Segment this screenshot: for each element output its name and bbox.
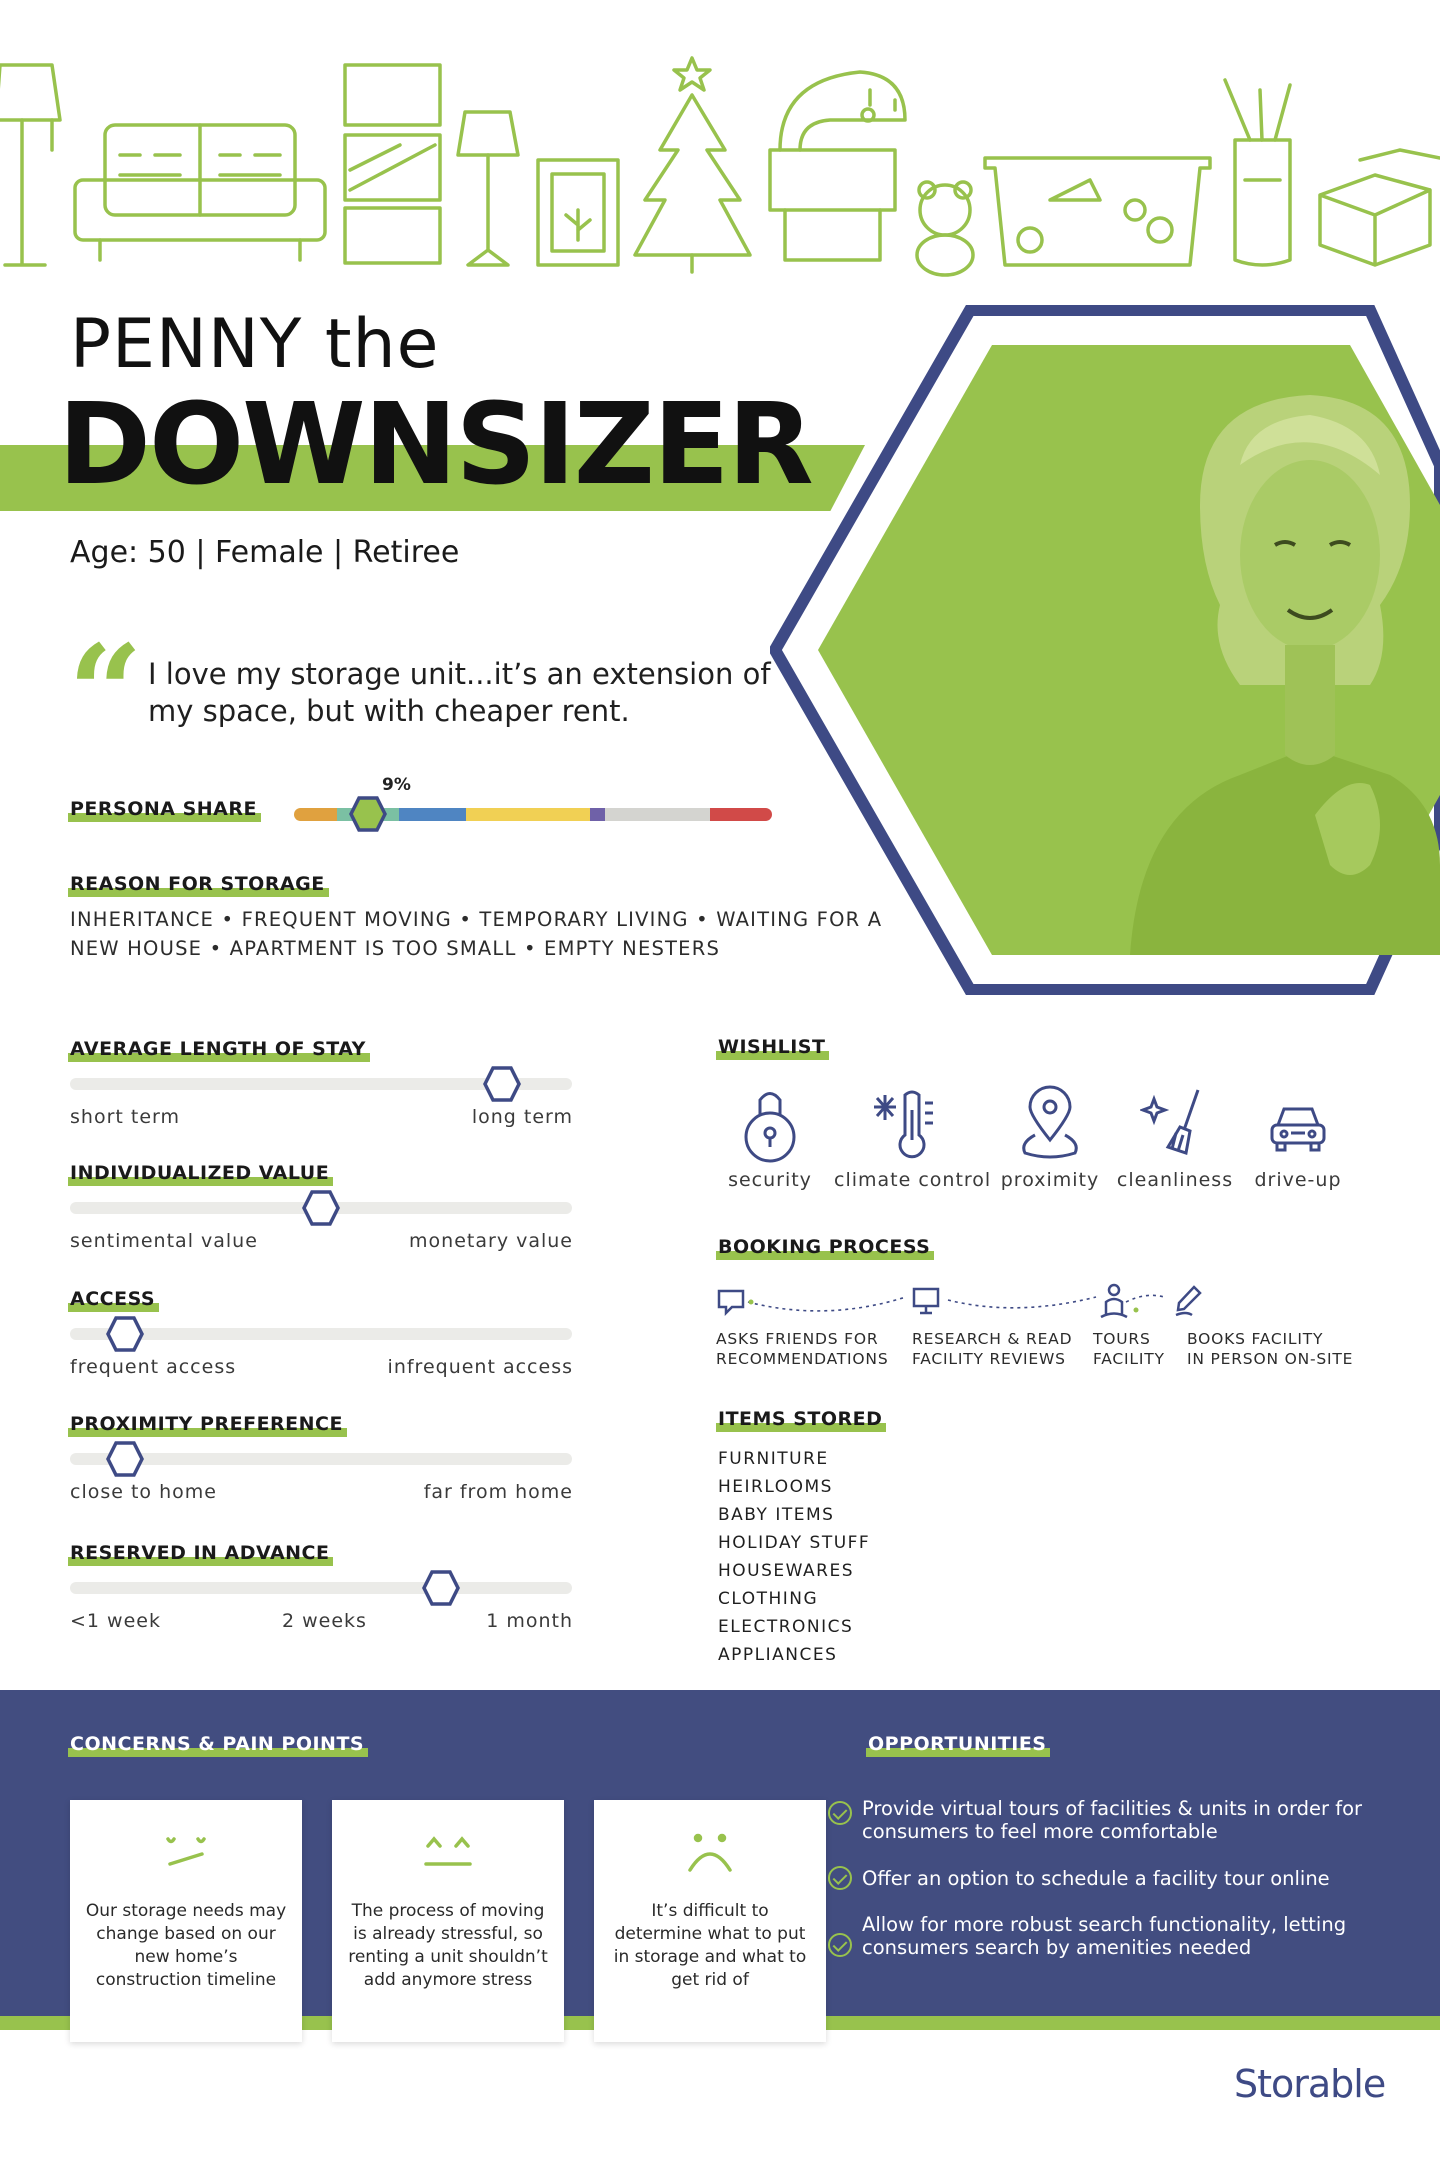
items-stored-list — [718, 1445, 870, 1669]
wishlist-item-climate-control — [834, 1085, 992, 1191]
share-segment — [294, 808, 337, 821]
slider-right-label: infrequent access — [387, 1356, 573, 1378]
wishlist-label-drive-up: drive-up — [1254, 1169, 1342, 1191]
booking-step-4: BOOKS FACILITY IN PERSON ON-SITE — [1187, 1330, 1354, 1368]
car-icon — [1263, 1085, 1333, 1165]
demographics: Age: 50 | Female | Retiree — [70, 535, 460, 570]
wishlist-label-cleanliness: cleanliness — [1116, 1169, 1234, 1191]
check-circle-icon — [828, 1933, 852, 1957]
wishlist-label-proximity: proximity — [1000, 1169, 1100, 1191]
list-item: CLOTHING — [718, 1589, 819, 1609]
list-item: BABY ITEMS — [718, 1505, 835, 1525]
persona-quote: I love my storage unit...it’s an extension of my space, but with cheaper rent. — [148, 657, 771, 728]
share-segment — [399, 808, 466, 821]
wishlist-item-proximity — [980, 1085, 1120, 1191]
slider-left-label: short term — [70, 1106, 180, 1128]
persona-name: PENNY the — [70, 305, 440, 384]
storage-items-illustration — [0, 50, 1440, 290]
slider-right-label: far from home — [423, 1481, 573, 1503]
slider-left-label: sentimental value — [70, 1230, 258, 1252]
slider-hexagon-marker — [106, 1316, 144, 1352]
list-item: ELECTRONICS — [718, 1617, 854, 1637]
slider-right-label: monetary value — [409, 1230, 573, 1252]
person-icon — [1101, 1285, 1127, 1317]
thermometer-snowflake-icon — [869, 1085, 939, 1165]
booking-step-3: TOURS FACILITY — [1093, 1330, 1165, 1368]
wishlist-item-cleanliness — [1105, 1085, 1245, 1191]
moving-boxes-icon — [1320, 150, 1440, 265]
slider-label: INDIVIDUALIZED VALUE — [68, 1162, 333, 1186]
persona-share-percent: 9% — [382, 775, 411, 795]
slider-label: ACCESS — [68, 1288, 159, 1312]
table-lamp-icon — [458, 112, 518, 265]
computer-icon — [914, 1289, 938, 1313]
slider-track — [70, 1453, 572, 1465]
share-segment — [710, 808, 772, 821]
sofa-icon — [75, 125, 325, 260]
holiday-bin-icon — [985, 158, 1210, 265]
booking-step-2: RESEARCH & READ FACILITY REVIEWS — [912, 1330, 1073, 1368]
wishlist-label: WISHLIST — [716, 1036, 829, 1060]
map-pin-icon — [1015, 1085, 1085, 1165]
concern-text-3: It’s difficult to determine what to put in storage and what to get rid of — [613, 1901, 807, 1990]
opportunities-label: OPPORTUNITIES — [866, 1733, 1050, 1757]
wishlist-label-security: security — [728, 1169, 812, 1191]
christmas-tree-icon — [635, 58, 750, 272]
opportunity-item-2: Offer an option to schedule a facility tour online — [862, 1867, 1402, 1890]
slider-hexagon-marker — [422, 1570, 460, 1606]
slider-middle-label: 2 weeks — [282, 1610, 367, 1632]
wishlist-item-security — [700, 1085, 840, 1191]
golf-bag-icon — [1225, 80, 1290, 265]
opportunity-item-1: Provide virtual tours of facilities & units in order for consumers to feel more comfortable — [862, 1797, 1402, 1843]
booking-process-label: BOOKING PROCESS — [716, 1236, 934, 1260]
sad-face-icon — [680, 1830, 740, 1874]
booking-step-1: ASKS FRIENDS FOR RECOMMENDATIONS — [716, 1330, 889, 1368]
pen-sign-icon — [1176, 1287, 1200, 1315]
concern-text-2: The process of moving is already stressful, so renting a unit shouldn’t add anymore stress — [348, 1901, 548, 1990]
reason-for-storage-label: REASON FOR STORAGE — [68, 873, 329, 897]
wishlist-item-drive-up — [1228, 1085, 1368, 1191]
items-stored-label: ITEMS STORED — [716, 1408, 886, 1432]
portrait-hexagon — [770, 305, 1440, 995]
share-segment — [605, 808, 710, 821]
list-item: FURNITURE — [718, 1449, 829, 1469]
list-item: HOUSEWARES — [718, 1561, 854, 1581]
slider-left-label: close to home — [70, 1481, 217, 1503]
slider-hexagon-marker — [302, 1190, 340, 1226]
broom-sparkle-icon — [1140, 1085, 1210, 1165]
teddy-bear-icon — [917, 182, 973, 275]
concern-card-2 — [332, 1800, 564, 2042]
slider-right-label: long term — [471, 1106, 573, 1128]
slider-hexagon-marker — [106, 1441, 144, 1477]
persona-share-label: PERSONA SHARE — [68, 798, 261, 822]
list-item: APPLIANCES — [718, 1645, 838, 1665]
concerns-label: CONCERNS & PAIN POINTS — [68, 1733, 368, 1757]
slider-hexagon-marker — [483, 1066, 521, 1102]
slider-track — [70, 1582, 572, 1594]
storable-logo: Storable — [1234, 2062, 1386, 2106]
picture-frame-icon — [538, 160, 618, 265]
speech-bubble-icon — [719, 1291, 743, 1313]
booking-process-path — [716, 1282, 1226, 1322]
floor-lamp-icon — [0, 65, 60, 265]
stacked-boxes-icon — [345, 65, 440, 263]
uneasy-face-icon — [156, 1834, 216, 1874]
slider-label: RESERVED IN ADVANCE — [68, 1542, 333, 1566]
wishlist-label-climate-control: climate control — [834, 1169, 992, 1191]
check-circle-icon — [828, 1801, 852, 1825]
concern-card-3 — [594, 1800, 826, 2042]
list-item: HEIRLOOMS — [718, 1477, 833, 1497]
concern-text-1: Our storage needs may change based on our new home’s construction timeline — [85, 1901, 287, 1990]
crib-mobile-icon — [770, 72, 905, 260]
slider-left-label: frequent access — [70, 1356, 237, 1378]
slider-label: PROXIMITY PREFERENCE — [68, 1413, 347, 1437]
list-item: HOLIDAY STUFF — [718, 1533, 871, 1553]
share-segment — [466, 808, 590, 821]
opportunity-item-3: Allow for more robust search functionality, letting consumers search by amenities needed — [862, 1913, 1402, 1959]
share-segment — [590, 808, 604, 821]
concern-card-1 — [70, 1800, 302, 2042]
stressed-face-icon — [418, 1834, 478, 1874]
persona-type-title: DOWNSIZER — [58, 380, 812, 510]
slider-track — [70, 1328, 572, 1340]
persona-share-marker — [349, 796, 387, 832]
quote-mark-icon: “ — [68, 616, 143, 769]
padlock-icon — [740, 1085, 800, 1165]
slider-left-label: <1 week — [70, 1610, 161, 1632]
slider-label: AVERAGE LENGTH OF STAY — [68, 1038, 370, 1062]
check-circle-icon — [828, 1866, 852, 1890]
slider-right-label: 1 month — [486, 1610, 573, 1632]
reason-for-storage-text: INHERITANCE • FREQUENT MOVING • TEMPORARY LIVING • WAITING FOR A NEW HOUSE • APARTMENT IS TOO SMALL • EMPTY NESTERS — [70, 908, 883, 960]
